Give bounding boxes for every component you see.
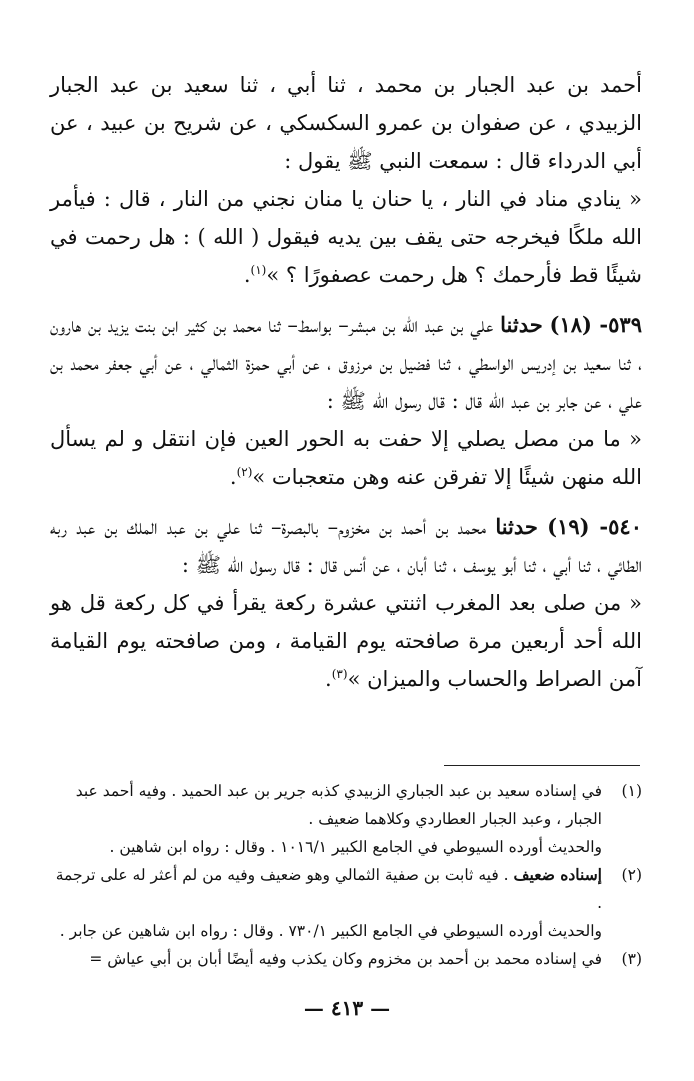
hadith-keyword: حدثنا — [500, 312, 543, 337]
footnote-line: والحديث أورده السيوطي في الجامع الكبير ٧٣٠/١ . وقال : رواه ابن شاهين عن جابر . — [59, 922, 602, 940]
hadith-keyword: حدثنا — [495, 514, 538, 539]
isnad-text: محمد بن أحمد بن مخزوم– بالبصرة– ثنا علي بن عبد الملك بن عبد ربه الطائي ، ثنا أبي ، ثنا أبو يوسف ، ثنا أبان ، عن أنس قال : قال رسول الله ﷺ : — [50, 515, 642, 577]
footnote-1 — [50, 777, 642, 861]
footnote-mark: (٣) — [621, 950, 642, 968]
footnote-line: والحديث أورده السيوطي في الجامع الكبير ١٠١٦/١ . وقال : رواه ابن شاهين . — [109, 838, 602, 856]
isnad-continuation — [50, 66, 642, 180]
isnad-text: علي بن عبد الله بن مبشر– بواسط– ثنا محمد بن كثير ابن بنت يزيد بن هارون ، ثنا سعيد بن إدريس الواسطي ، ثنا فضيل بن مرزوق ، عن أبي حمزة الثمالي ، عن أبي جعفر محمد بن علي ، عن جابر بن عبد الله قال : قال رسول الله ﷺ : — [50, 313, 642, 413]
footnote-mark: (٢) — [621, 866, 642, 884]
isnad-text: أحمد بن عبد الجبار بن محمد ، ثنا أبي ، ثنا سعيد بن عبد الجبار الزبيدي ، عن صفوان بن عمرو السكسكي ، عن شريح بن عبيد ، عن أبي الدرداء قال : سمعت النبي ﷺ يقول : — [50, 73, 642, 173]
footnote-divider — [444, 765, 640, 766]
main-text — [50, 66, 642, 706]
hadith-text: « من صلى بعد المغرب اثنتي عشرة ركعة يقرأ في كل ركعة قل هو الله أحد أربعين مرة صافحته يوم القيامة ، ومن صافحته يوم القيامة آمن الصراط والحساب والميزان »$^{(٣)}$. — [50, 591, 642, 691]
footnote-grade: إسناده ضعيف — [513, 865, 602, 884]
footnote-ref: (٣) — [331, 667, 348, 681]
footnote-ref: (١) — [250, 263, 267, 277]
hadith-number: ٥٣٩- (١٨) — [549, 312, 642, 337]
footnote-mark: (١) — [621, 782, 642, 800]
page-number: — ٤١٣ — — [303, 996, 391, 1020]
footnote-3 — [50, 945, 642, 973]
footnote-ref: (٢) — [236, 465, 253, 479]
footnote-2 — [50, 861, 642, 945]
footnote-line: في إسناده سعيد بن عبد الجباري الزبيدي كذبه جرير بن عبد الحميد . وفيه أحمد عبد الجبار ، وعبد الجبار العطاردي وكلاهما ضعيف . — [75, 782, 602, 828]
hadith-entry-539 — [50, 306, 642, 420]
hadith-text: « ينادي مناد في النار ، يا حنان يا منان نجني من النار ، قال : فيأمر الله ملكًا فيخرجه حتى يقف بين يديه فيقول ( الله ) : هل رحمت في شيئًا قط فأرحمك ؟ هل رحمت عصفورًا ؟ »$^{(١)}$. — [50, 187, 642, 287]
hadith-matn: « ما من مصل يصلي إلا حفت به الحور العين فإن انتقل و لم يسأل الله منهن شيئًا إلا تفرقن عنه وهن متعجبات » — [50, 427, 642, 489]
footnote-line: في إسناده محمد بن أحمد بن مخزوم وكان يكذب وفيه أيضًا أبان بن أبي عياش = — [89, 950, 602, 968]
footnotes — [50, 777, 642, 973]
hadith-number: ٥٤٠- (١٩) — [547, 514, 642, 539]
footnote-line: إسناده ضعيف . فيه ثابت بن صفية الثمالي وهو ضعيف وفيه من لم أعثر له على ترجمة . — [55, 865, 602, 912]
hadith-matn: « ينادي مناد في النار ، يا حنان يا منان نجني من النار ، قال : فيأمر الله ملكًا فيخرجه حتى يقف بين يديه فيقول ( الله ) : هل رحمت في شيئًا قط فأرحمك ؟ هل رحمت عصفورًا ؟ » — [50, 187, 642, 287]
hadith-matn: « من صلى بعد المغرب اثنتي عشرة ركعة يقرأ في كل ركعة قل هو الله أحد أربعين مرة صافحته يوم القيامة ، ومن صافحته يوم القيامة آمن الصراط والحساب والميزان » — [50, 591, 642, 691]
hadith-text: « ما من مصل يصلي إلا حفت به الحور العين فإن انتقل و لم يسأل الله منهن شيئًا إلا تفرقن عنه وهن متعجبات »$^{(٢)}$. — [50, 427, 642, 489]
hadith-entry-540 — [50, 508, 642, 584]
